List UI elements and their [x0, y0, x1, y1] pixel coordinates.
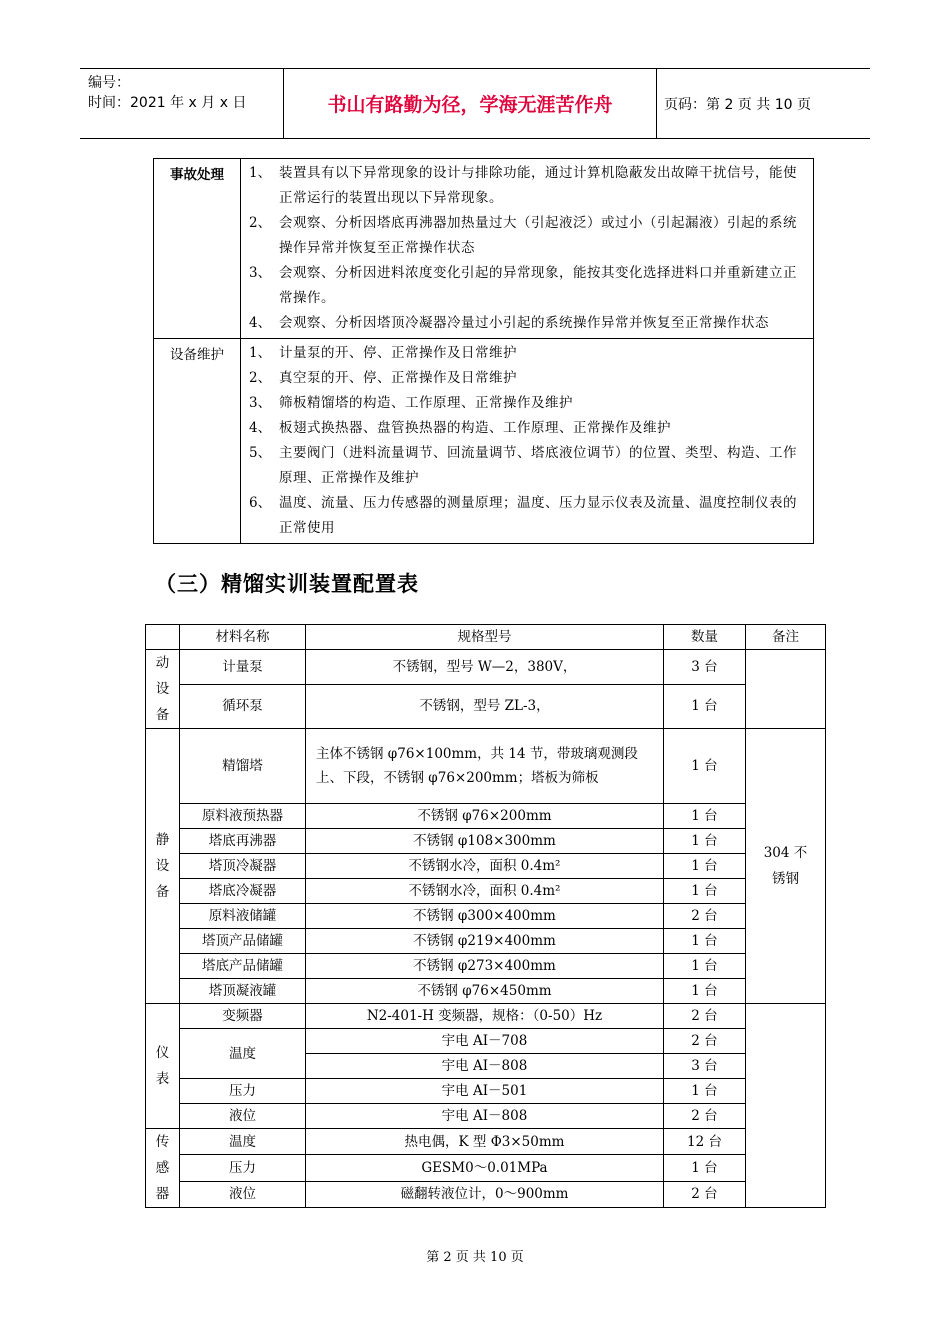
item-spec-line: 上、下段，不锈钢 φ76×200mm；塔板为筛板: [316, 770, 599, 786]
item-spec: 宇电 AI－808: [306, 1054, 664, 1079]
table-row: [146, 1079, 826, 1104]
table-row: [146, 804, 826, 829]
row-content: [241, 159, 814, 339]
item-qty: 3 台: [664, 650, 746, 685]
header-cell: 规格型号: [306, 625, 664, 650]
table-row: [146, 684, 826, 728]
table-row: [146, 929, 826, 954]
table-row: [146, 1155, 826, 1181]
item-qty: 1 台: [664, 1155, 746, 1181]
row-key: 设备维护: [154, 339, 241, 544]
list-item: 4、 板翅式换热器、盘管换热器的构造、工作原理、正常操作及维护: [249, 420, 671, 436]
item-name: 精馏塔: [180, 729, 306, 804]
header-cell: 备注: [746, 625, 826, 650]
item-qty: 2 台: [664, 1181, 746, 1207]
category-sensor: 传 感 器: [146, 1129, 180, 1208]
requirements-table: [153, 158, 814, 544]
item-qty: 1 台: [664, 804, 746, 829]
item-name: 塔顶冷凝器: [180, 854, 306, 879]
remark-cell: [746, 1004, 826, 1208]
header-cell: 材料名称: [180, 625, 306, 650]
item-spec: 不锈钢 φ300×400mm: [306, 904, 664, 929]
list-item: 3、 筛板精馏塔的构造、工作原理、正常操作及维护: [249, 395, 573, 411]
item-spec: 宇电 AI－708: [306, 1029, 664, 1054]
row-content: [241, 339, 814, 544]
item-qty: 1 台: [664, 879, 746, 904]
header-cell: 数量: [664, 625, 746, 650]
section-title: （三）精馏实训装置配置表: [155, 572, 419, 596]
number-label: 编号：: [88, 75, 130, 91]
item-qty: 1 台: [664, 684, 746, 728]
remark-static: 304 不 锈钢: [746, 729, 826, 1004]
item-spec: 不锈钢 φ219×400mm: [306, 929, 664, 954]
item-name: 计量泵: [180, 650, 306, 685]
table-row: [146, 1181, 826, 1207]
list-item: 2、 真空泵的开、停、正常操作及日常维护: [249, 370, 517, 386]
item-spec: 不锈钢 φ76×450mm: [306, 979, 664, 1004]
item-spec: 磁翻转液位计，0～900mm: [306, 1181, 664, 1207]
item-qty: 3 台: [664, 1054, 746, 1079]
item-name: 温度: [180, 1029, 306, 1079]
item-spec: 不锈钢 φ76×200mm: [306, 804, 664, 829]
item-qty: 1 台: [664, 829, 746, 854]
item-name: 压力: [180, 1079, 306, 1104]
table-row: [146, 829, 826, 854]
list-item: 2、 会观察、分析因塔底再沸器加热量过大（引起液泛）或过小（引起漏液）引起的系统操作异常并恢复至正常操作状态: [249, 215, 797, 256]
item-spec: 不锈钢水冷，面积 0.4m²: [306, 879, 664, 904]
item-name: 压力: [180, 1155, 306, 1181]
item-name: 原料液储罐: [180, 904, 306, 929]
item-spec: N2-401-H 变频器，规格：（0-50）Hz: [306, 1004, 664, 1029]
item-name: 塔底冷凝器: [180, 879, 306, 904]
item-name: 温度: [180, 1129, 306, 1155]
item-name: 变频器: [180, 1004, 306, 1029]
header-page-info: 页码：第 2 页 共 10 页: [664, 96, 811, 113]
item-name: 塔底再沸器: [180, 829, 306, 854]
item-spec: 宇电 AI－501: [306, 1079, 664, 1104]
page-footer: 第 2 页 共 10 页: [426, 1250, 524, 1265]
category-static: 静 设 备: [146, 729, 180, 1004]
item-spec: 热电偶，K 型 Φ3×50mm: [306, 1129, 664, 1155]
item-qty: 2 台: [664, 1104, 746, 1129]
item-qty: 1 台: [664, 1079, 746, 1104]
item-name: 原料液预热器: [180, 804, 306, 829]
item-spec: [306, 729, 664, 804]
time-label: 时间：2021 年 x 月 x 日: [88, 95, 247, 111]
list-item: 5、 主要阀门（进料流量调节、回流量调节、塔底液位调节）的位置、类型、构造、工作原理、正常操作及维护: [249, 445, 797, 486]
item-spec: 不锈钢 φ273×400mm: [306, 954, 664, 979]
item-name: 液位: [180, 1181, 306, 1207]
item-qty: 2 台: [664, 1004, 746, 1029]
table-row: [146, 904, 826, 929]
category-instrument: 仪 表: [146, 1004, 180, 1129]
table-row: [146, 1129, 826, 1155]
item-qty: 1 台: [664, 979, 746, 1004]
item-qty: 1 台: [664, 854, 746, 879]
list-item: 6、 温度、流量、压力传感器的测量原理；温度、压力显示仪表及流量、温度控制仪表的正常使用: [249, 495, 797, 536]
item-name: 塔顶产品储罐: [180, 929, 306, 954]
item-spec: 宇电 AI－808: [306, 1104, 664, 1129]
item-spec: 不锈钢水冷，面积 0.4m²: [306, 854, 664, 879]
table-row: [154, 339, 814, 544]
table-row: [146, 879, 826, 904]
item-name: 液位: [180, 1104, 306, 1129]
item-qty: 1 台: [664, 954, 746, 979]
item-name: 循环泵: [180, 684, 306, 728]
table-row: [146, 954, 826, 979]
header-cell: [146, 625, 180, 650]
item-spec-line: 主体不锈钢 φ76×100mm，共 14 节，带玻璃观测段: [316, 746, 638, 762]
item-qty: 2 台: [664, 904, 746, 929]
list-item: 1、 装置具有以下异常现象的设计与排除功能，通过计算机隐蔽发出故障干扰信号，能使正常运行的装置出现以下异常现象。: [249, 165, 797, 206]
item-name: 塔底产品储罐: [180, 954, 306, 979]
item-name: 塔顶凝液罐: [180, 979, 306, 1004]
header-meta: [80, 69, 282, 138]
table-row: [146, 650, 826, 685]
table-row: [146, 1029, 826, 1054]
list-item: 1、 计量泵的开、停、正常操作及日常维护: [249, 345, 517, 361]
list-item: 4、 会观察、分析因塔顶冷凝器冷量过小引起的系统操作异常并恢复至正常操作状态: [249, 315, 769, 331]
table-row: [146, 729, 826, 804]
remark-cell: [746, 650, 826, 729]
table-row: [154, 159, 814, 339]
list-item: 3、 会观察、分析因进料浓度变化引起的异常现象，能按其变化选择进料口并重新建立正常操作。: [249, 265, 797, 306]
page-header: [80, 68, 870, 139]
table-header-row: [146, 625, 826, 650]
table-row: [146, 1004, 826, 1029]
item-qty: 2 台: [664, 1029, 746, 1054]
item-qty: 1 台: [664, 929, 746, 954]
table-row: [146, 854, 826, 879]
row-key: 事故处理: [154, 159, 241, 339]
item-spec: GESM0～0.01MPa: [306, 1155, 664, 1181]
item-qty: 12 台: [664, 1129, 746, 1155]
header-motto: 书山有路勤为径，学海无涯苦作舟: [283, 69, 657, 138]
config-table: [145, 624, 826, 1208]
table-row: [146, 979, 826, 1004]
table-row: [146, 1104, 826, 1129]
item-spec: 不锈钢，型号 ZL-3，: [306, 684, 664, 728]
item-spec: 不锈钢 φ108×300mm: [306, 829, 664, 854]
item-spec: 不锈钢，型号 W—2，380V，: [306, 650, 664, 685]
category-dynamic: 动 设 备: [146, 650, 180, 729]
item-qty: 1 台: [664, 729, 746, 804]
